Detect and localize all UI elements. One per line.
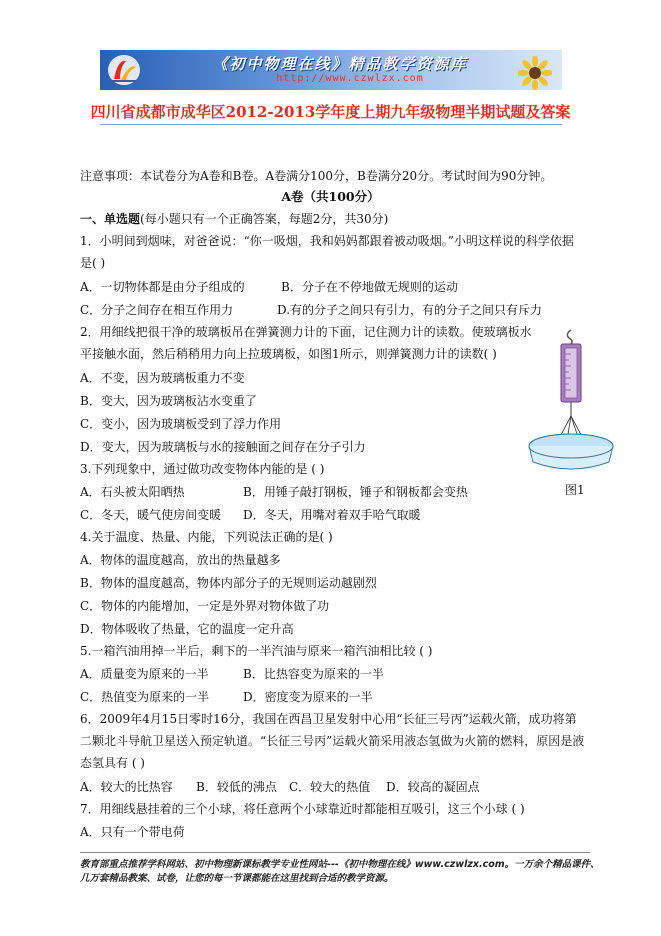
part1-heading-label: 一、单选题: [80, 212, 141, 226]
banner-title: 《初中物理在线》精品教学资源库: [212, 55, 468, 73]
q2-stem-line2: 平接触水面，然后稍稍用力向上拉玻璃板，如图1所示，则弹簧测力计的读数( ): [80, 347, 497, 361]
q5-option-a: A．质量变为原来的一半: [80, 667, 209, 681]
q2-option-a: A．不变，因为玻璃板重力不变: [80, 371, 245, 385]
footer-divider: [80, 852, 590, 853]
q3-option-c: C．冬天，暖气使房间变暖: [80, 508, 222, 522]
q4-option-c: C．物体的内能增加，一定是外界对物体做了功: [80, 599, 330, 613]
q6-option-a: A．较大的比热容: [80, 780, 173, 794]
q6-option-d: D．较高的凝固点: [386, 780, 480, 794]
section-a-title: A卷（共100分）: [281, 189, 380, 204]
exam-notice: 注意事项：本试卷分为A卷和B卷。A卷满分100分，B卷满分20分。考试时间为90分钟。: [80, 169, 553, 183]
q1-stem-line2: 是( ): [80, 256, 106, 270]
q6-option-b: B．较低的沸点: [196, 780, 277, 794]
q3-option-b: B．用锤子敲打钢板，锤子和钢板都会变热: [243, 485, 468, 499]
header-banner: [100, 50, 562, 90]
q7-stem: 7．用细线悬挂着的三个小球，将任意两个小球靠近时都能相互吸引，这三个小球 ( ): [80, 802, 525, 816]
q4-option-a: A．物体的温度越高，放出的热量越多: [80, 553, 281, 567]
q1-option-c: C．分子之间存在相互作用力: [80, 303, 234, 317]
q7-option-a: A．只有一个带电荷: [80, 825, 185, 839]
sunflower-icon: [518, 56, 552, 90]
spring-balance-figure: [525, 328, 617, 478]
q6-option-c: C．较大的热值: [289, 780, 371, 794]
site-logo-icon: [106, 53, 142, 87]
q4-option-b: B．物体的温度越高，物体内部分子的无规则运动越剧烈: [80, 576, 377, 590]
q4-stem: 4.关于温度、热量、内能，下列说法正确的是( ): [80, 530, 333, 544]
q1-option-d: D.有的分子之间只有引力，有的分子之间只有斥力: [277, 303, 543, 317]
q2-stem-line1: 2．用细线把很干净的玻璃板吊在弹簧测力计的下面，记住测力计的读数。使玻璃板水: [80, 325, 532, 339]
title-divider: [100, 124, 562, 125]
q6-stem-line3: 态氢具有 ( ): [80, 756, 145, 770]
q3-stem: 3.下列现象中，通过做功改变物体内能的是 ( ): [80, 462, 325, 476]
banner-url[interactable]: http://www.czwlzx.com: [276, 73, 424, 84]
q5-option-b: B．比热容变为原来的一半: [243, 667, 384, 681]
q1-option-a: A．一切物体都是由分子组成的: [80, 280, 245, 294]
q1-stem-line1: 1．小明间到烟味，对爸爸说：“你一吸烟，我和妈妈都跟着被动吸烟。”小明这样说的科学依据: [80, 234, 574, 248]
q2-option-c: C．变小，因为玻璃板受到了浮力作用: [80, 417, 282, 431]
part1-heading-note: (每小题只有一个正确答案，每题2分，共30分): [140, 212, 389, 226]
q6-stem-line1: 6．2009年4月15日零时16分，我国在西昌卫星发射中心用“长征三号丙”运载火箭，成功将第: [80, 712, 577, 726]
q3-option-d: D．冬天，用嘴对着双手哈气取暖: [243, 508, 421, 522]
q5-option-c: C．热值变为原来的一半: [80, 690, 210, 704]
q4-option-d: D．物体吸收了热量，它的温度一定升高: [80, 622, 294, 636]
document-title: 四川省成都市成华区2012-2013学年度上期九年级物理半期试题及答案: [90, 103, 571, 121]
q2-option-b: B．变大，因为玻璃板沾水变重了: [80, 394, 257, 408]
figure-1-label: 图1: [565, 483, 585, 497]
page-footer: 教育部重点推荐学科网站、初中物理新课标教学专业性网站---《初中物理在线》www.czwlzx.com。一万余个精品课件、几万套精品教案、试卷，让您的每一节课都能在这里找到合适的教学资源。: [80, 859, 600, 884]
q2-option-d: D．变大，因为玻璃板与水的接触面之间存在分子引力: [80, 440, 366, 454]
q3-option-a: A．石头被太阳晒热: [80, 485, 185, 499]
q1-option-b: B．分子在不停地做无规则的运动: [281, 280, 458, 294]
part1-heading: [80, 211, 388, 227]
q6-stem-line2: 二颗北斗导航卫星送入预定轨道。“长征三号丙”运载火箭采用液态氢做为火箭的燃料，原因是液: [80, 734, 585, 748]
q5-stem: 5.一箱汽油用掉一半后，剩下的一半汽油与原来一箱汽油相比较 ( ): [80, 644, 433, 658]
q5-option-d: D．密度变为原来的一半: [243, 690, 373, 704]
